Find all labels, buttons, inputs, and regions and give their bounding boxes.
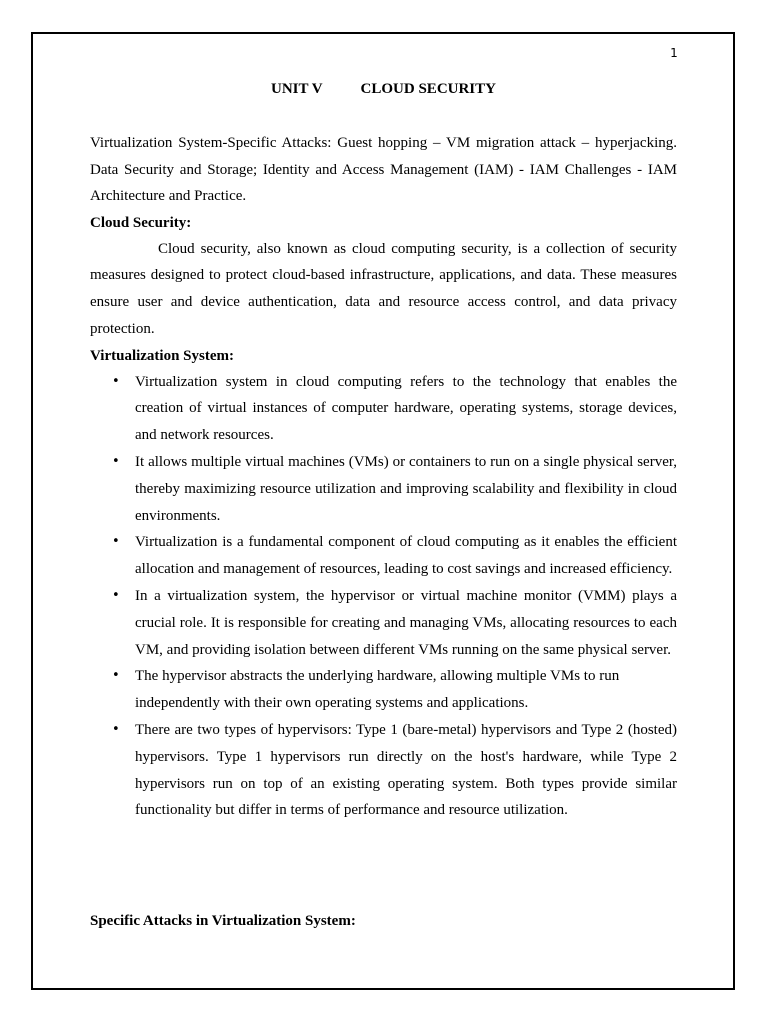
- page-number: 1: [670, 46, 678, 60]
- list-item: [90, 717, 677, 824]
- list-item-text: It allows multiple virtual machines (VMs) or containers to run on a single physical server, thereby maximizing resource utilization and improving scalability and flexibility in cloud environments.: [135, 454, 677, 524]
- list-item: [90, 449, 677, 529]
- bullet-icon: •: [112, 454, 120, 470]
- virtualization-bullet-list: [90, 369, 677, 825]
- bullet-icon: •: [112, 588, 120, 604]
- bullet-icon: •: [112, 668, 120, 684]
- document-body: [90, 78, 677, 934]
- section-spacer: [90, 824, 677, 908]
- list-item-text: Virtualization system in cloud computing refers to the technology that enables the creation of virtual instances of computer hardware, operating systems, storage devices, and network resources.: [135, 373, 677, 444]
- list-item-text: Virtualization is a fundamental component of cloud computing as it enables the efficient allocation and management of resources, leading to cost savings and increased efficiency.: [135, 534, 677, 578]
- cloud-security-paragraph: Cloud security, also known as cloud computing security, is a collection of security measures designed to protect cloud-based infrastructure, applications, and data. These measures ensure user and device authentication, data and resource access control, and data privacy protection.: [90, 240, 677, 337]
- cloud-security-heading: Cloud Security:: [90, 214, 192, 231]
- bullet-icon: •: [112, 373, 120, 389]
- list-item: [90, 583, 677, 663]
- bullet-icon: •: [112, 722, 120, 738]
- list-item: [90, 369, 677, 449]
- list-item-text: There are two types of hypervisors: Type 1 (bare-metal) hypervisors and Type 2 (hosted) hypervisors. Type 1 hypervisors run directly on the host's hardware, while Type 2 hypervisors run on top of an existing operating system. Both types provide similar functionality but differ in terms of performance and resource utilization.: [135, 722, 677, 819]
- list-item-text: In a virtualization system, the hypervisor or virtual machine monitor (VMM) plays a crucial role. It is responsible for creating and managing VMs, allocating resources to each VM, and providing isolation between different VMs running on the same physical server.: [135, 588, 677, 658]
- bullet-icon: •: [112, 534, 120, 550]
- page-title: [90, 78, 677, 100]
- unit-label: UNIT V: [270, 81, 323, 97]
- virtualization-heading: Virtualization System:: [90, 347, 235, 364]
- list-item-text: The hypervisor abstracts the underlying hardware, allowing multiple VMs to run independently with their own operating systems and applications.: [135, 668, 620, 712]
- specific-attacks-heading: Specific Attacks in Virtualization System:: [90, 913, 356, 930]
- list-item: [90, 529, 677, 583]
- subject-label: CLOUD SECURITY: [360, 81, 496, 97]
- list-item: [90, 663, 677, 717]
- syllabus-intro: Virtualization System-Specific Attacks: Guest hopping – VM migration attack – hyperjacking. Data Security and Storage; Identity and Access Management (IAM) - IAM Challenges - IAM Architecture and Practice.: [90, 135, 677, 204]
